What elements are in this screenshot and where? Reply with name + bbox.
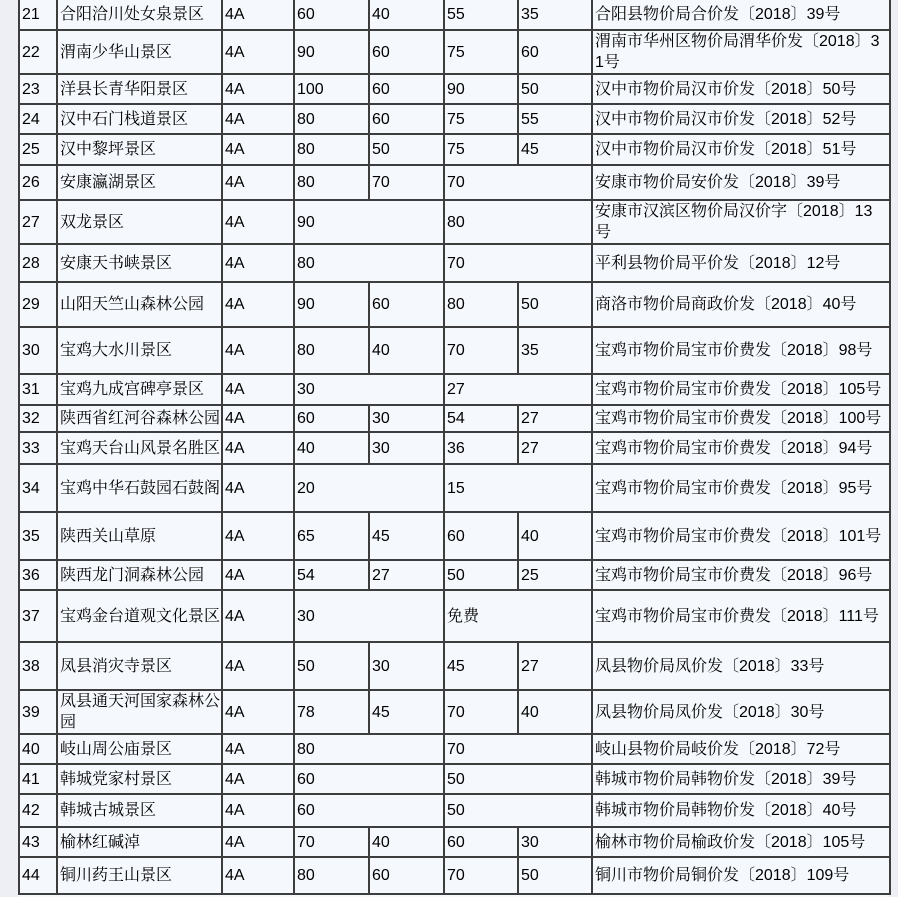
cell-price: 55 [518,104,592,134]
cell-document-number: 凤县物价局凤价发〔2018〕33号 [592,642,890,690]
cell-scenic-area-name: 凤县通天河国家森林公园 [57,690,222,734]
cell-scenic-area-name: 山阳天竺山森林公园 [57,282,222,327]
cell-price: 55 [444,0,518,30]
cell-grade: 4A [222,512,294,560]
cell-price: 60 [294,764,444,794]
scenic-area-price-table [18,0,891,895]
table-row [19,74,890,104]
cell-document-number: 宝鸡市物价局宝市价费发〔2018〕98号 [592,327,890,374]
cell-price: 50 [444,560,518,590]
cell-document-number: 韩城市物价局韩物价发〔2018〕40号 [592,794,890,827]
cell-price: 35 [518,0,592,30]
cell-price: 78 [294,690,369,734]
cell-row-number: 41 [19,764,57,794]
cell-price: 15 [444,464,592,512]
cell-row-number: 22 [19,30,57,74]
cell-price: 60 [518,30,592,74]
cell-price: 60 [369,857,444,894]
cell-grade: 4A [222,560,294,590]
cell-row-number: 38 [19,642,57,690]
cell-scenic-area-name: 汉中石门栈道景区 [57,104,222,134]
cell-document-number: 汉中市物价局汉市价发〔2018〕50号 [592,74,890,104]
cell-document-number: 汉中市物价局汉市价发〔2018〕52号 [592,104,890,134]
cell-grade: 4A [222,327,294,374]
cell-price: 70 [444,327,518,374]
cell-row-number: 30 [19,327,57,374]
cell-row-number: 31 [19,374,57,405]
table-row [19,464,890,512]
cell-price: 60 [369,74,444,104]
cell-scenic-area-name: 陕西龙门洞森林公园 [57,560,222,590]
cell-price: 80 [444,200,592,244]
table-row [19,244,890,282]
cell-grade: 4A [222,794,294,827]
cell-price: 45 [369,512,444,560]
cell-price: 50 [518,857,592,894]
cell-grade: 4A [222,764,294,794]
cell-row-number: 35 [19,512,57,560]
table-row [19,165,890,200]
cell-price: 40 [369,827,444,857]
cell-price: 27 [518,642,592,690]
cell-scenic-area-name: 宝鸡大水川景区 [57,327,222,374]
cell-price: 30 [369,642,444,690]
cell-grade: 4A [222,857,294,894]
cell-grade: 4A [222,244,294,282]
cell-price: 35 [518,327,592,374]
cell-price: 80 [294,165,369,200]
cell-document-number: 渭南市华州区物价局渭华价发〔2018〕31号 [592,30,890,74]
cell-price: 40 [518,512,592,560]
cell-price: 60 [444,512,518,560]
cell-price: 100 [294,74,369,104]
cell-price: 70 [444,244,592,282]
table-row [19,104,890,134]
table-row [19,432,890,464]
cell-price: 20 [294,464,444,512]
cell-price: 90 [294,30,369,74]
cell-price: 54 [444,405,518,432]
cell-price: 80 [294,134,369,165]
cell-grade: 4A [222,827,294,857]
cell-document-number: 榆林市物价局榆政价发〔2018〕105号 [592,827,890,857]
table-row [19,560,890,590]
cell-document-number: 商洛市物价局商政价发〔2018〕40号 [592,282,890,327]
cell-scenic-area-name: 汉中黎坪景区 [57,134,222,165]
table-row [19,512,890,560]
cell-row-number: 44 [19,857,57,894]
cell-grade: 4A [222,405,294,432]
cell-row-number: 28 [19,244,57,282]
table-row [19,134,890,165]
cell-scenic-area-name: 韩城古城景区 [57,794,222,827]
cell-price: 60 [369,30,444,74]
cell-price: 90 [444,74,518,104]
cell-scenic-area-name: 宝鸡天台山风景名胜区 [57,432,222,464]
cell-price: 27 [518,405,592,432]
cell-scenic-area-name: 宝鸡中华石鼓园石鼓阁 [57,464,222,512]
table-row [19,857,890,894]
cell-row-number: 37 [19,590,57,642]
cell-document-number: 宝鸡市物价局宝市价费发〔2018〕96号 [592,560,890,590]
cell-scenic-area-name: 宝鸡九成宫碑亭景区 [57,374,222,405]
cell-scenic-area-name: 洋县长青华阳景区 [57,74,222,104]
cell-price: 70 [369,165,444,200]
cell-price: 50 [444,764,592,794]
cell-price: 60 [369,282,444,327]
cell-price: 30 [369,405,444,432]
cell-price: 30 [369,432,444,464]
cell-price: 90 [294,200,444,244]
table-row [19,690,890,734]
cell-price: 80 [294,104,369,134]
table-row [19,30,890,74]
cell-document-number: 合阳县物价局合价发〔2018〕39号 [592,0,890,30]
cell-price: 70 [444,165,592,200]
cell-price: 75 [444,134,518,165]
cell-scenic-area-name: 陕西省红河谷森林公园 [57,405,222,432]
cell-scenic-area-name: 安康瀛湖景区 [57,165,222,200]
table-row [19,590,890,642]
table-row [19,642,890,690]
cell-price: 40 [369,0,444,30]
cell-price: 60 [294,405,369,432]
cell-price: 27 [444,374,592,405]
cell-scenic-area-name: 安康天书峡景区 [57,244,222,282]
table-row [19,405,890,432]
cell-row-number: 33 [19,432,57,464]
cell-row-number: 29 [19,282,57,327]
table-row [19,794,890,827]
cell-grade: 4A [222,642,294,690]
table-row [19,827,890,857]
cell-row-number: 24 [19,104,57,134]
cell-price: 75 [444,104,518,134]
cell-price: 80 [294,734,444,764]
cell-grade: 4A [222,104,294,134]
cell-document-number: 宝鸡市物价局宝市价费发〔2018〕95号 [592,464,890,512]
cell-document-number: 韩城市物价局韩物价发〔2018〕39号 [592,764,890,794]
cell-scenic-area-name: 陕西关山草原 [57,512,222,560]
cell-scenic-area-name: 韩城党家村景区 [57,764,222,794]
cell-document-number: 汉中市物价局汉市价发〔2018〕51号 [592,134,890,165]
cell-price: 30 [294,590,444,642]
cell-row-number: 25 [19,134,57,165]
cell-row-number: 27 [19,200,57,244]
cell-row-number: 23 [19,74,57,104]
cell-price: 40 [294,432,369,464]
cell-document-number: 凤县物价局凤价发〔2018〕30号 [592,690,890,734]
cell-price: 90 [294,282,369,327]
price-table-body [19,0,890,894]
cell-document-number: 宝鸡市物价局宝市价费发〔2018〕100号 [592,405,890,432]
cell-price: 54 [294,560,369,590]
cell-price: 50 [294,642,369,690]
table-row [19,282,890,327]
cell-price: 40 [369,327,444,374]
cell-price: 30 [518,827,592,857]
cell-price: 27 [369,560,444,590]
cell-price: 65 [294,512,369,560]
cell-price: 50 [369,134,444,165]
cell-grade: 4A [222,432,294,464]
cell-grade: 4A [222,374,294,405]
table-row [19,764,890,794]
cell-document-number: 安康市物价局安价发〔2018〕39号 [592,165,890,200]
cell-price: 25 [518,560,592,590]
table-row [19,734,890,764]
cell-price: 80 [294,244,444,282]
cell-price: 50 [444,794,592,827]
cell-document-number: 铜川市物价局铜价发〔2018〕109号 [592,857,890,894]
cell-price: 70 [444,734,592,764]
cell-price: 40 [518,690,592,734]
cell-grade: 4A [222,690,294,734]
cell-grade: 4A [222,134,294,165]
cell-row-number: 21 [19,0,57,30]
cell-price: 80 [294,327,369,374]
cell-grade: 4A [222,30,294,74]
cell-row-number: 34 [19,464,57,512]
cell-grade: 4A [222,464,294,512]
cell-row-number: 40 [19,734,57,764]
cell-document-number: 宝鸡市物价局宝市价费发〔2018〕111号 [592,590,890,642]
cell-grade: 4A [222,590,294,642]
cell-document-number: 安康市汉滨区物价局汉价字〔2018〕13号 [592,200,890,244]
table-row [19,200,890,244]
cell-document-number: 岐山县物价局岐价发〔2018〕72号 [592,734,890,764]
cell-grade: 4A [222,734,294,764]
cell-grade: 4A [222,74,294,104]
cell-price: 36 [444,432,518,464]
cell-price: 45 [444,642,518,690]
cell-row-number: 32 [19,405,57,432]
cell-price: 45 [518,134,592,165]
cell-price: 70 [444,857,518,894]
cell-price: 60 [294,794,444,827]
cell-price: 80 [294,857,369,894]
cell-scenic-area-name: 铜川药王山景区 [57,857,222,894]
cell-scenic-area-name: 榆林红碱淖 [57,827,222,857]
cell-scenic-area-name: 双龙景区 [57,200,222,244]
cell-price: 60 [444,827,518,857]
cell-document-number: 宝鸡市物价局宝市价费发〔2018〕105号 [592,374,890,405]
cell-scenic-area-name: 岐山周公庙景区 [57,734,222,764]
cell-grade: 4A [222,282,294,327]
cell-price: 75 [444,30,518,74]
cell-row-number: 36 [19,560,57,590]
cell-scenic-area-name: 宝鸡金台道观文化景区 [57,590,222,642]
cell-row-number: 43 [19,827,57,857]
table-row [19,374,890,405]
cell-price: 免费 [444,590,592,642]
cell-price: 80 [444,282,518,327]
cell-price: 30 [294,374,444,405]
cell-row-number: 42 [19,794,57,827]
cell-grade: 4A [222,200,294,244]
cell-row-number: 39 [19,690,57,734]
table-row [19,0,890,30]
cell-price: 70 [444,690,518,734]
cell-scenic-area-name: 凤县消灾寺景区 [57,642,222,690]
cell-document-number: 平利县物价局平价发〔2018〕12号 [592,244,890,282]
table-row [19,327,890,374]
cell-document-number: 宝鸡市物价局宝市价费发〔2018〕101号 [592,512,890,560]
cell-price: 50 [518,282,592,327]
cell-price: 27 [518,432,592,464]
cell-price: 60 [294,0,369,30]
cell-price: 70 [294,827,369,857]
cell-price: 50 [518,74,592,104]
cell-price: 45 [369,690,444,734]
cell-price: 60 [369,104,444,134]
cell-row-number: 26 [19,165,57,200]
cell-scenic-area-name: 合阳洽川处女泉景区 [57,0,222,30]
cell-document-number: 宝鸡市物价局宝市价费发〔2018〕94号 [592,432,890,464]
cell-grade: 4A [222,0,294,30]
cell-grade: 4A [222,165,294,200]
cell-scenic-area-name: 渭南少华山景区 [57,30,222,74]
